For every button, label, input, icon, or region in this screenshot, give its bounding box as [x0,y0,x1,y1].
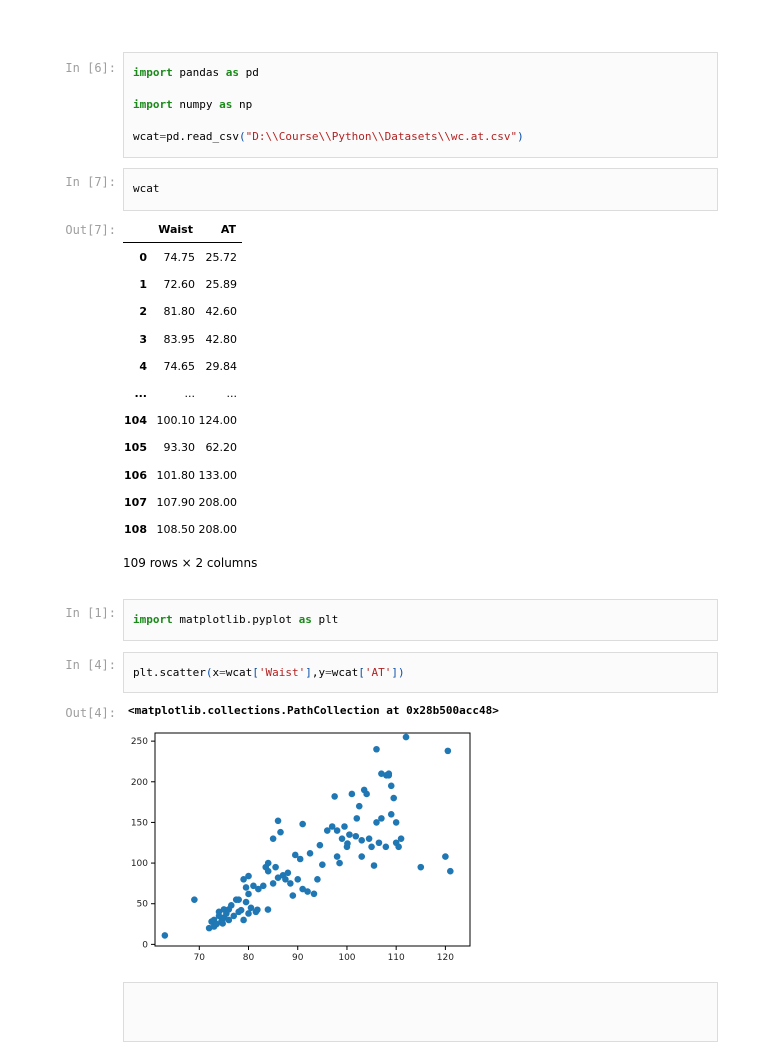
data-point [329,823,336,830]
y-tick-label: 0 [142,940,148,951]
data-point [358,837,365,844]
code-token: import [133,613,173,626]
code-token: pd [238,66,259,79]
data-point [216,913,223,920]
data-point [378,815,385,822]
code-token: = [219,666,226,679]
data-point [248,904,255,911]
data-point [226,906,233,913]
table-cell: 208.00 [198,523,237,536]
data-point [277,829,284,836]
table-cell: 42.80 [205,332,237,346]
data-point [388,811,395,818]
data-point [206,925,213,932]
data-point [349,791,356,798]
data-point [272,864,279,871]
table-cell: 72.60 [163,278,195,292]
data-point [221,914,228,921]
row-index: ... [134,387,147,400]
x-tick-label: 120 [436,953,454,963]
code-token: ]) [391,666,405,679]
code-token: "D:\\Course\\Python\\Datasets\\wc.at.csv" [245,130,518,143]
data-point [223,910,230,917]
row-index: 104 [124,414,147,428]
code-line [133,98,252,111]
data-point [304,888,311,895]
data-point [254,906,261,913]
data-point [216,909,223,916]
data-point [270,835,277,842]
code-cell-scatter[interactable] [123,652,718,693]
code-token: x [212,666,220,679]
data-point [211,923,218,930]
data-point [208,918,215,925]
data-point [219,917,226,924]
table-cell: 101.80 [156,468,195,482]
data-point [226,917,233,924]
row-index: 3 [139,332,147,346]
code-token: numpy [172,98,220,111]
data-point [287,880,294,887]
code-cell-import-matplotlib[interactable] [123,599,718,641]
x-tick-label: 100 [338,953,356,963]
data-point [221,906,228,913]
row-index: 106 [124,468,147,482]
row-index: 1 [139,278,147,292]
data-point [228,902,235,909]
code-token: ( [205,666,213,679]
code-token: wcat [133,130,160,143]
data-point [353,815,360,822]
data-point [390,795,397,802]
data-point [339,835,346,842]
data-point [260,883,267,890]
row-index: 108 [124,523,147,536]
code-token: plt.scatter [133,666,206,679]
data-point [336,860,343,867]
code-token: wcat [331,666,359,679]
data-point [243,899,250,906]
data-point [219,920,226,927]
data-point [383,844,390,851]
data-point [243,884,250,891]
row-index: 0 [139,251,147,264]
data-point [299,886,306,893]
code-token: plt [311,613,339,626]
data-point [218,918,225,925]
output-prompt-out-4: Out[4]: [65,706,116,720]
code-token: ,y [311,666,326,679]
data-point [398,835,405,842]
data-point [376,839,383,846]
data-point [317,842,324,849]
table-cell: 25.89 [205,278,237,292]
row-index: 4 [139,359,147,373]
code-token: 'Waist' [258,666,306,679]
table-cell: 25.72 [205,251,237,264]
code-token: wcat [133,182,160,195]
row-index: 2 [139,305,147,319]
code-line [133,613,338,626]
code-cell-next[interactable] [123,982,718,1042]
data-point [297,856,304,863]
code-token: as [225,66,239,79]
data-point [285,870,292,877]
code-token: import [133,66,173,79]
code-token: [ [358,666,365,679]
y-tick-label: 200 [130,777,148,788]
data-point [250,883,257,890]
data-point [280,872,287,879]
x-tick-label: 110 [387,953,405,963]
data-point [233,896,240,903]
code-line [133,666,405,679]
data-point [253,909,260,916]
data-point [294,876,301,883]
code-token: matplotlib.pyplot [172,613,299,626]
data-point [299,821,306,828]
row-index: 105 [124,441,147,455]
data-point [290,892,297,899]
data-point [383,772,390,779]
data-point [230,913,237,920]
cell-prompt-in-1: In [1]: [65,606,116,620]
dataframe-summary: 109 rows × 2 columns [123,556,258,570]
code-token: np [232,98,253,111]
plot-frame [155,733,470,946]
data-point [331,793,338,800]
x-tick-label: 90 [292,953,304,963]
data-point [275,818,282,825]
data-point [324,827,331,834]
code-line [133,182,160,195]
table-cell: ... [226,387,237,400]
data-point [385,772,392,779]
data-point [346,831,353,838]
table-cell: ... [184,387,195,400]
code-token: ( [238,130,246,143]
table-cell: 93.30 [163,441,195,455]
code-token: ) [517,130,524,143]
table-cell: 124.00 [198,414,237,428]
data-point [393,819,400,826]
data-point [235,909,242,916]
x-tick-label: 80 [242,953,255,963]
table-cell: 29.84 [205,359,237,373]
table-cell: 100.10 [156,414,195,428]
data-point [417,864,424,871]
code-token: as [298,613,312,626]
table-cell: 62.20 [205,441,237,455]
data-point [447,868,454,875]
code-token: ] [305,666,312,679]
data-point [388,783,395,790]
data-point [255,886,262,893]
data-point [265,906,272,913]
data-point [445,748,452,755]
data-point [245,891,252,898]
code-token: as [219,98,233,111]
data-point [344,844,351,851]
table-cell: 133.00 [198,468,237,482]
data-point [314,876,321,883]
data-point [363,791,370,798]
data-point [265,868,272,875]
data-point [344,840,351,847]
code-token: = [159,130,167,143]
column-header: Waist [158,223,193,236]
data-point [366,835,373,842]
row-index: 107 [124,495,147,509]
code-line [133,130,524,143]
output-prompt-out-7: Out[7]: [65,223,116,237]
table-cell: 208.00 [198,495,237,509]
data-point [442,853,449,860]
data-point [245,873,252,880]
data-point [162,932,169,939]
data-point [191,896,198,903]
code-token: wcat [225,666,253,679]
y-tick-label: 150 [130,818,148,829]
data-point [211,917,218,924]
code-token: pd.read_csv [166,130,239,143]
data-point [373,746,380,753]
data-point [356,803,363,810]
table-cell: 83.95 [163,332,195,346]
data-point [213,921,220,928]
data-point [311,891,318,898]
data-point [368,844,375,851]
table-cell: 74.75 [163,251,195,264]
y-tick-label: 250 [130,737,148,748]
data-point [361,787,368,794]
data-point [353,833,360,840]
data-point [319,861,326,868]
output-repr-text: <matplotlib.collections.PathCollection at 0x28b500acc48> [128,704,499,717]
data-point [275,874,282,881]
data-point [334,827,341,834]
x-tick-label: 70 [193,953,206,963]
data-point [245,910,252,917]
code-cell-import-libs[interactable] [123,52,718,158]
data-point [282,876,289,883]
table-cell: 108.50 [156,523,195,536]
data-point [238,907,245,914]
data-point [265,860,272,867]
y-tick-label: 100 [130,859,148,870]
code-token: import [133,98,173,111]
data-point [393,839,400,846]
data-point [378,770,385,777]
code-token: = [325,666,332,679]
table-cell: 42.60 [205,305,237,319]
column-header: AT [220,223,236,236]
data-point [235,896,242,903]
data-point [334,853,341,860]
cell-prompt-in-7: In [7]: [65,175,116,189]
table-cell: 107.90 [156,495,195,509]
code-cell-wcat[interactable] [123,168,718,211]
data-point [358,853,365,860]
data-point [240,876,247,883]
cell-prompt-in-4: In [4]: [65,658,116,672]
data-point [307,850,314,857]
data-point [395,844,402,851]
cell-prompt-in-6: In [6]: [65,61,116,75]
data-point [371,862,378,869]
code-token: pandas [172,66,226,79]
data-point [341,823,348,830]
y-tick-label: 50 [136,899,148,910]
table-cell: 74.65 [163,359,195,373]
data-point [270,880,277,887]
data-point [292,852,299,859]
code-token: 'AT' [364,666,392,679]
table-cell: 81.80 [163,305,195,319]
code-line [133,66,259,79]
data-point [403,734,410,741]
data-point [385,770,392,777]
code-token: [ [252,666,259,679]
data-point [240,917,247,924]
data-point [262,864,269,871]
data-point [373,819,380,826]
